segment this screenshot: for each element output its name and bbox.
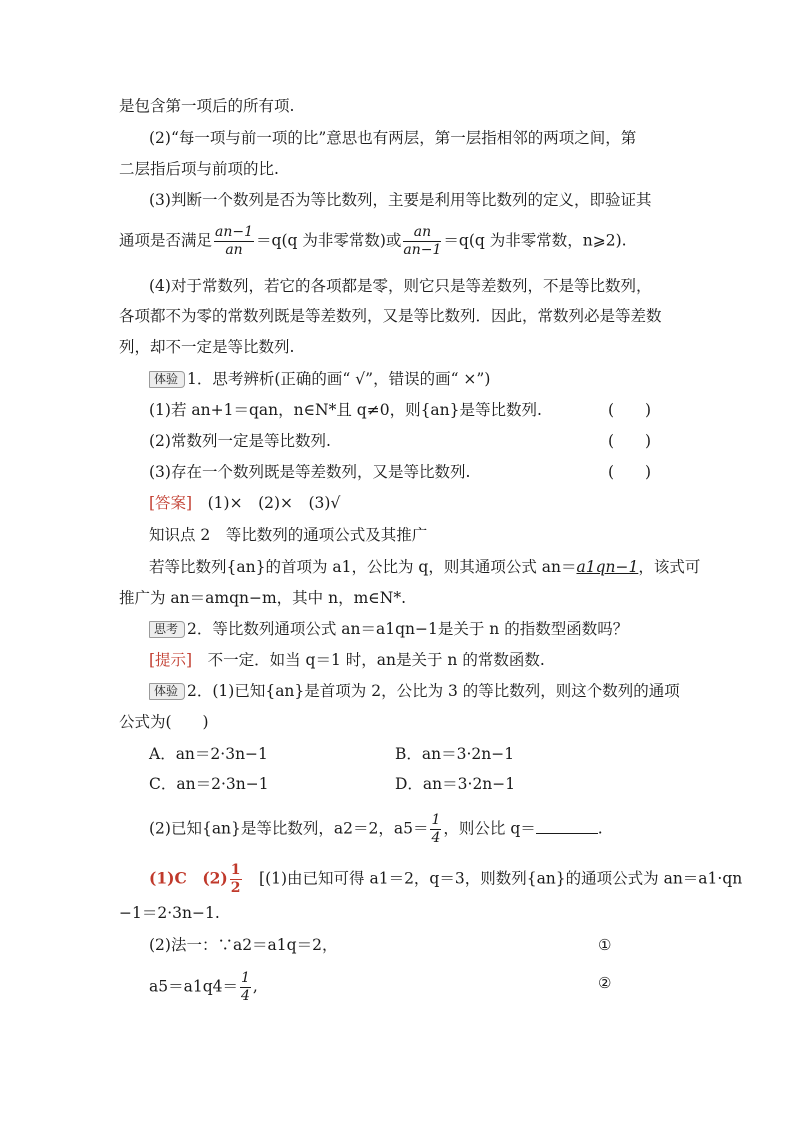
tiyan-badge-1: 体验	[149, 371, 185, 388]
exercise-2-q2	[149, 812, 603, 847]
solution-line-2: −1＝2·3n−1.	[119, 904, 220, 922]
ratio-fraction-2	[403, 224, 441, 259]
solution-method-1-line-2	[149, 970, 258, 1005]
sikao-badge: 思考	[149, 621, 185, 638]
kp2-line-2: 推广为 an＝amqn−m，其中 n，m∈N*.	[119, 589, 407, 607]
option-b: B．an＝3·2n−1	[395, 745, 515, 763]
ratio-1-numerator: an−1	[215, 224, 254, 240]
solution-answer-2-fraction	[230, 862, 242, 897]
hint-row	[149, 650, 545, 670]
para-4-line-1: (4)对于常数列，若它的各项都是零，则它只是等差数列，不是等比数列，	[149, 277, 652, 295]
solution-eq2-pre: a5＝a1q4＝	[149, 977, 238, 996]
para-2-line-2: 二层指后项与前项的比.	[119, 160, 279, 178]
exercise-2-q2-post: ，则公比 q＝	[443, 819, 536, 838]
think-2-question: 2．等比数列通项公式 an＝a1qn−1是关于 n 的指数型函数吗？	[187, 620, 629, 638]
kp2-line-1	[149, 557, 700, 577]
para-4-line-3: 列，却不一定是等比数列.	[119, 338, 295, 356]
a5-numerator: 1	[431, 812, 441, 828]
answer-text: (1)× (2)× (3)√	[207, 494, 341, 512]
exercise-2-row	[149, 681, 680, 701]
solution-answer-2-numerator: 1	[230, 862, 241, 878]
exercise-1-title: 1．思考辨析(正确的画“ √”，错误的画“ ×”)	[187, 370, 491, 388]
answer-paren-3: ( )	[608, 463, 652, 481]
solution-answer-2-prefix: (2)	[202, 868, 228, 888]
exercise-1-q2: (2)常数列一定是等比数列.	[149, 432, 331, 450]
para-3-text-post: ＝q(q 为非零常数，n⩾2).	[443, 231, 627, 250]
tiyan-badge-2: 体验	[149, 683, 185, 700]
fill-in-blank	[536, 819, 598, 834]
equation-marker-2: ②	[598, 974, 612, 992]
general-term-formula: a1qn−1	[576, 558, 639, 576]
answer-label: [答案]	[149, 494, 193, 512]
para-3-line-1: (3)判断一个数列是否为等比数列，主要是利用等比数列的定义，即验证其	[149, 191, 652, 209]
kp2-text-pre: 若等比数列{an}的首项为 a1，公比为 q，则其通项公式 an＝	[149, 558, 577, 576]
ratio-1-denominator: an	[225, 242, 243, 258]
solution-eq2-fraction	[240, 970, 251, 1005]
para-3-line-2	[119, 224, 627, 259]
option-d: D．an＝3·2n−1	[395, 775, 516, 793]
solution-answer-1: (1)C	[149, 868, 187, 888]
knowledge-point-2-title: 知识点 2 等比数列的通项公式及其推广	[149, 526, 428, 544]
para-1-end: 是包含第一项后的所有项.	[119, 97, 295, 115]
solution-eq2-numerator: 1	[241, 970, 250, 986]
solution-method-1-line-1: (2)法一：∵a2＝a1q＝2，	[149, 936, 338, 954]
exercise-1-q3: (3)存在一个数列既是等差数列，又是等比数列.	[149, 463, 471, 481]
para-3-text-mid: ＝q(q 为非零常数)或	[256, 231, 402, 250]
option-a: A．an＝2·3n−1	[149, 745, 268, 763]
a5-denominator: 4	[431, 830, 441, 846]
para-2-line-1: (2)“每一项与前一项的比”意思也有两层，第一层指相邻的两项之间，第	[149, 129, 637, 147]
answer-paren-2: ( )	[608, 432, 652, 450]
a5-fraction	[430, 812, 441, 847]
answer-paren-1: ( )	[608, 401, 652, 419]
solution-text-1: [(1)由已知可得 a1＝2，q＝3，则数列{an}的通项公式为 an＝a1·qn	[259, 869, 743, 888]
option-c: C．an＝2·3n−1	[149, 775, 269, 793]
ratio-2-numerator: an	[403, 224, 441, 242]
exercise-1-q1: (1)若 an+1＝qan，n∈N*且 q≠0，则{an}是等比数列.	[149, 401, 542, 419]
exercise-1-title-row	[149, 369, 490, 389]
solution-line-1	[149, 862, 742, 897]
exercise-2-q1-line-2: 公式为( )	[119, 713, 209, 731]
solution-eq2-denominator: 4	[241, 988, 250, 1004]
kp2-text-post: ，该式可	[638, 558, 701, 576]
exercise-2-q2-end: .	[597, 819, 603, 838]
para-4-line-2: 各项都不为零的常数列既是等差数列，又是等比数列．因此，常数列必是等差数	[119, 307, 662, 325]
solution-answer-2-denominator: 2	[230, 880, 241, 896]
think-2-row	[149, 619, 628, 639]
ratio-2-denominator: an−1	[403, 242, 442, 258]
hint-label: [提示]	[149, 651, 193, 669]
exercise-2-q1-line-1: 2．(1)已知{an}是首项为 2，公比为 3 的等比数列，则这个数列的通项	[187, 682, 680, 700]
equation-marker-1: ①	[598, 936, 612, 954]
para-3-text-pre: 通项是否满足	[119, 231, 213, 250]
ratio-fraction-1	[214, 224, 254, 259]
exercise-2-q2-pre: (2)已知{an}是等比数列，a2＝2，a5＝	[149, 819, 429, 838]
hint-text: 不一定．如当 q＝1 时，an是关于 n 的常数函数.	[207, 651, 545, 669]
answer-row	[149, 493, 340, 513]
solution-eq2-post: ,	[252, 977, 258, 996]
